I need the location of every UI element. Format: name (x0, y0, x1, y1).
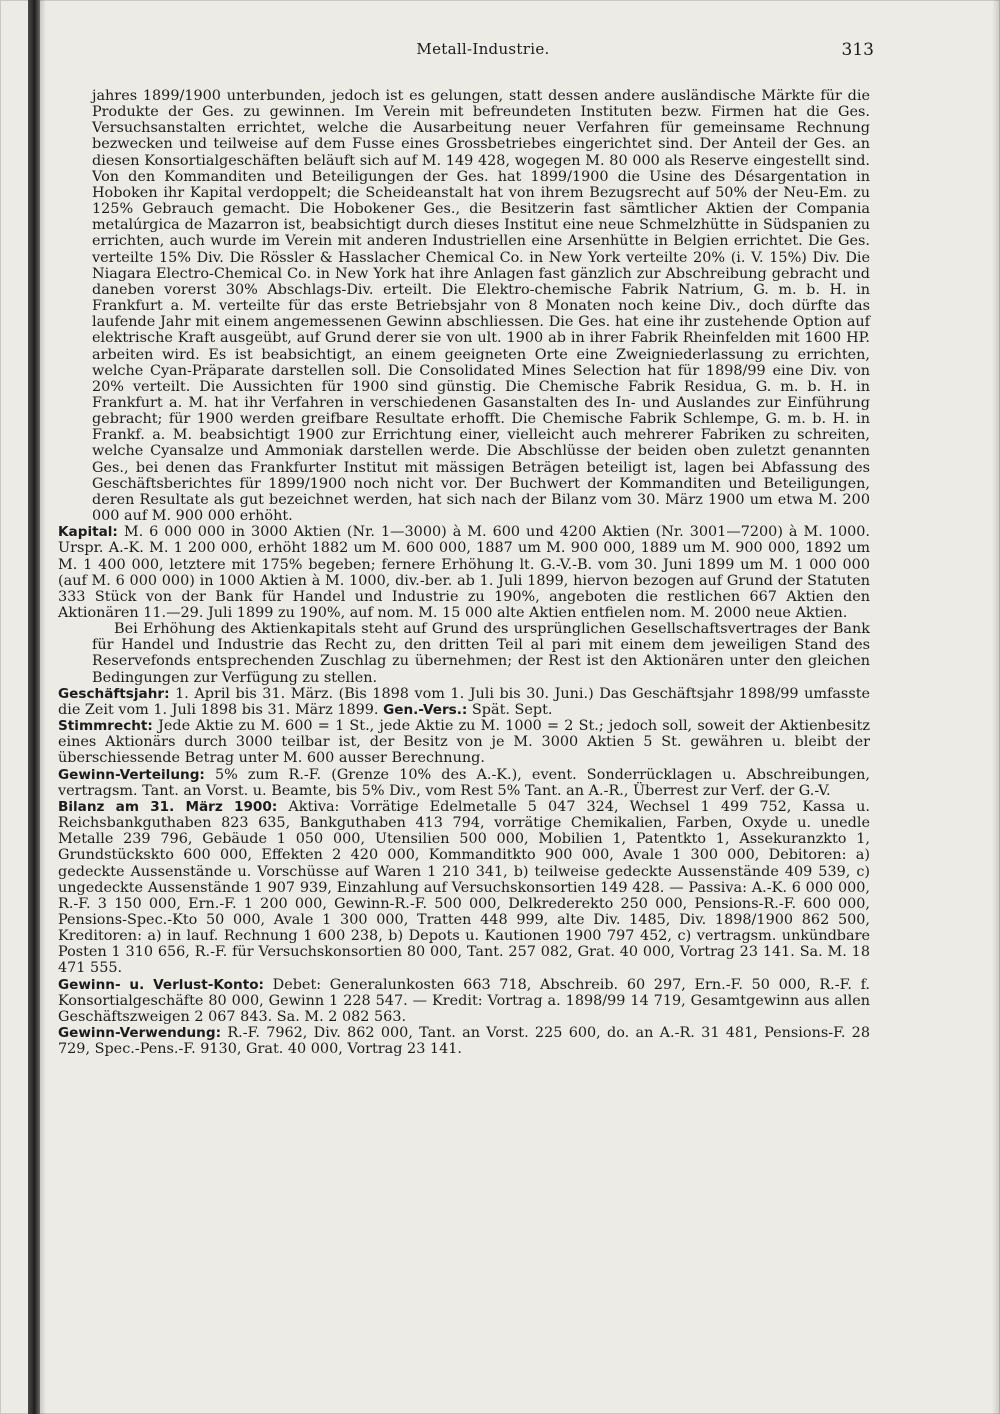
stimmrecht-text: Jede Aktie zu M. 600 = 1 St., jede Aktie zu M. 1000 = 2 St.; jedoch soll, soweit der Aktienbesitz eines Aktionärs durch 3000 teilbar ist, der Besitz von je M. 3000 Aktien 5 St. gewähren u. bleibt der überschiessende Betrag unter M. 600 ausser Berechnung. (58, 718, 870, 767)
gewinn-verlust-entry (58, 977, 870, 1025)
kapital-text: M. 6 000 000 in 3000 Aktien (Nr. 1—3000) à M. 600 und 4200 Aktien (Nr. 3001—7200) à M. 1000. Urspr. A.-K. M. 1 200 000, erhöht 1882 um M. 600 000, 1887 um M. 900 000, 1889 um M. 900 000, 1892 um M. 1 400 000, letztere mit 175% begeben; fernere Erhöhung lt. G.-V.-B. vom 30. Juni 1899 um M. 1 000 000 (auf M. 6 000 000) in 1000 Aktien à M. 1000, div.-ber. ab 1. Juli 1899, hiervon bezogen auf Grund der Statuten 333 Stück von der Bank für Handel und Industrie zu 190%, angeboten die restlichen 667 Aktien den Aktionären 11.—29. Juli 1899 zu 190%, auf nom. M. 15 000 alte Aktien entfielen nom. M. 2000 neue Aktien. (58, 524, 870, 621)
kapital-label: Kapital: (58, 524, 118, 541)
bilanz-text: Aktiva: Vorrätige Edelmetalle 5 047 324, Wechsel 1 499 752, Kassa u. Reichsbankguthaben 823 635, Bankguthaben 413 794, vorrätige Chemikalien, Farben, Oxyde u. unedle Metalle 239 796, Gebäude 1 050 000, Utensilien 500 000, Mobilien 1, Patentkto 1, Assekuranzkto 1, Grundstückskto 600 000, Effekten 2 420 000, Kommanditkto 900 000, Avale 1 300 000, Debitoren: a) gedeckte Aussenstände u. Vorschüsse auf Waren 1 210 341, b) teilweise gedeckte Aussenstände 409 539, c) ungedeckte Aussenstände 1 907 939, Einzahlung auf Versuchskonsortien 149 428. — Passiva: A.-K. 6 000 000, R.-F. 3 150 000, Ern.-F. 1 200 000, Gewinn-R.-F. 500 000, Delkrederekto 250 000, Pensions-R.-F. 600 000, Pensions-Spec.-Kto 50 000, Avale 1 300 000, Tratten 448 999, alte Div. 1485, Div. 1898/1900 862 500, Kreditoren: a) in lauf. Rechnung 1 600 238, b) Depots u. Kautionen 1900 797 452, c) vertragsm. unkündbare Posten 1 310 656, R.-F. für Versuchskonsortien 80 000, Tant. 257 082, Grat. 40 000, Vortrag 23 141. Sa. M. 18 471 555. (58, 798, 871, 977)
bilanz-label: Bilanz am 31. März 1900: (58, 798, 278, 815)
geschaeftsjahr-text: 1. April bis 31. März. (Bis 1898 vom 1. Juli bis 30. Juni.) Das Geschäftsjahr 1898/99 umfasste die Zeit vom 1. Juli 1898 bis 31. März 1899. (58, 685, 871, 718)
gewinn-verwendung-label: Gewinn-Verwendung: (58, 1025, 222, 1042)
page-number: 313 (841, 40, 874, 60)
stimmrecht-label: Stimmrecht: (58, 718, 153, 735)
bilanz-entry (58, 799, 870, 977)
gen-vers-text: Spät. Sept. (471, 701, 553, 718)
geschaeftsjahr-label: Geschäftsjahr: (58, 685, 170, 702)
page-body (58, 88, 871, 1058)
gewinn-verlust-label: Gewinn- u. Verlust-Konto: (58, 976, 264, 993)
gewinn-verteilung-entry (58, 767, 870, 799)
kapital-entry (58, 524, 870, 621)
gewinn-verteilung-text: 5% zum R.-F. (Grenze 10% des A.-K.), event. Sonderrücklagen u. Abschreibungen, vertragsm. Tant. an Vorst. u. Beamte, bis 5% Div., vom Rest 5% Tant. an A.-R., Überrest zur Verf. der G.-V. (58, 766, 870, 799)
gewinn-verwendung-text: R.-F. 7962, Div. 862 000, Tant. an Vorst. 225 600, do. an A.-R. 31 481, Pensions-F. 28 729, Spec.-Pens.-F. 9130, Grat. 40 000, Vortrag 23 141. (58, 1025, 870, 1058)
gen-vers-label: Gen.-Vers.: (383, 701, 468, 718)
binding-shadow (40, 0, 46, 1414)
binding-edge (28, 0, 40, 1414)
running-title: Metall-Industrie. (416, 40, 550, 58)
gewinn-verteilung-label: Gewinn-Verteilung: (58, 766, 205, 783)
gewinn-verwendung-entry (58, 1025, 870, 1057)
intro-paragraph: jahres 1899/1900 unterbunden, jedoch ist es gelungen, statt dessen andere ausländische Märkte für die Produkte der Ges. zu gewinnen. Im Verein mit befreundeten Instituten bezw. Firmen hat die Ges. Versuchsanstalten errichtet, welche die Ausarbeitung neuer Verfahren für gemeinsame Rechnung bezwecken und teilweise auf dem Fusse eines Grossbetriebes eingerichtet sind. Der Anteil der Ges. an diesen Konsortialgeschäften beläuft sich auf M. 149 428, wogegen M. 80 000 als Reserve eingestellt sind. Von den Kommanditen und Beteiligungen der Ges. hat 1899/1900 die Usine des Désargentation in Hoboken ihr Kapital verdoppelt; die Scheideanstalt hat von ihrem Bezugsrecht auf 50% der Neu-Em. zu 125% Gebrauch gemacht. Die Hobokener Ges., die Besitzerin fast sämtlicher Aktien der Compania metalúrgica de Mazarron ist, beabsichtigt durch dieses Institut eine neue Schmelzhütte in Südspanien zu errichten, auch wurde im Verein mit anderen Industriellen eine Arsenhütte in Belgien errichtet. Die Ges. verteilte 15% Div. Die Rössler & Hasslacher Chemical Co. in New York verteilte 20% (i. V. 15%) Div. Die Niagara Electro-Chemical Co. in New York hat ihre Anlagen fast gänzlich zur Abschreibung gebracht und daneben vorerst 30% Abschlags-Div. erteilt. Die Elektro-chemische Fabrik Natrium, G. m. b. H. in Frankfurt a. M. verteilte für das erste Betriebsjahr von 8 Monaten noch keine Div., doch dürfte das laufende Jahr mit einem angemessenen Gewinn abschliessen. Die Ges. hat eine ihr zustehende Option auf elektrische Kraft ausgeübt, auf Grund derer sie von ult. 1900 ab in ihrer Fabrik Rheinfelden mit 1600 HP. arbeiten wird. Es ist beabsichtigt, an einem geeigneten Orte eine Zweigniederlassung zu errichten, welche Cyan-Präparate darstellen soll. Die Consolidated Mines Selection hat für 1898/99 eine Div. von 20% verteilt. Die Aussichten für 1900 sind günstig. Die Chemische Fabrik Residua, G. m. b. H. in Frankfurt a. M. hat ihr Verfahren in verschiedenen Gasanstalten des In- und Auslandes zur Einführung gebracht; für 1900 werden greifbare Resultate erhofft. Die Chemische Fabrik Schlempe, G. m. b. H. in Frankf. a. M. beabsichtigt 1900 zur Errichtung einer, vielleicht auch mehrerer Fabriken zu schreiten, welche Cyansalze und Ammoniak darstellen werde. Die Abschlüsse der beiden oben zuletzt genannten Ges., bei denen das Frankfurter Institut mit mässigen Beträgen beteiligt ist, lagen bei Abfassung des Geschäftsberichtes für 1899/1900 noch nicht vor. Der Buchwert der Kommanditen und Beteiligungen, deren Resultate als gut bezeichnet werden, hat sich nach der Bilanz vom 30. März 1900 um etwa M. 200 000 auf M. 900 000 erhöht. (92, 88, 870, 525)
gewinn-verlust-text: Debet: Generalunkosten 663 718, Abschreib. 60 297, Ern.-F. 50 000, R.-F. f. Konsortialgeschäfte 80 000, Gewinn 1 228 547. — Kredit: Vortrag a. 1898/99 14 719, Gesamtgewinn aus allen Geschäftszweigen 2 067 843. Sa. M. 2 082 563. (58, 976, 870, 1025)
stimmrecht-entry (58, 718, 870, 766)
page-edge-shadow (992, 0, 1000, 1414)
page-header (92, 40, 874, 70)
kapital-followup: Bei Erhöhung des Aktienkapitals steht auf Grund des ursprünglichen Gesellschaftsvertrages der Bank für Handel und Industrie das Recht zu, den dritten Teil al pari mit einem dem jeweiligen Stand des Reservefonds entsprechenden Zuschlag zu übernehmen; der Rest ist den Aktionären unter den gleichen Bedingungen zur Verfügung zu stellen. (92, 621, 870, 686)
geschaeftsjahr-entry (58, 686, 870, 718)
